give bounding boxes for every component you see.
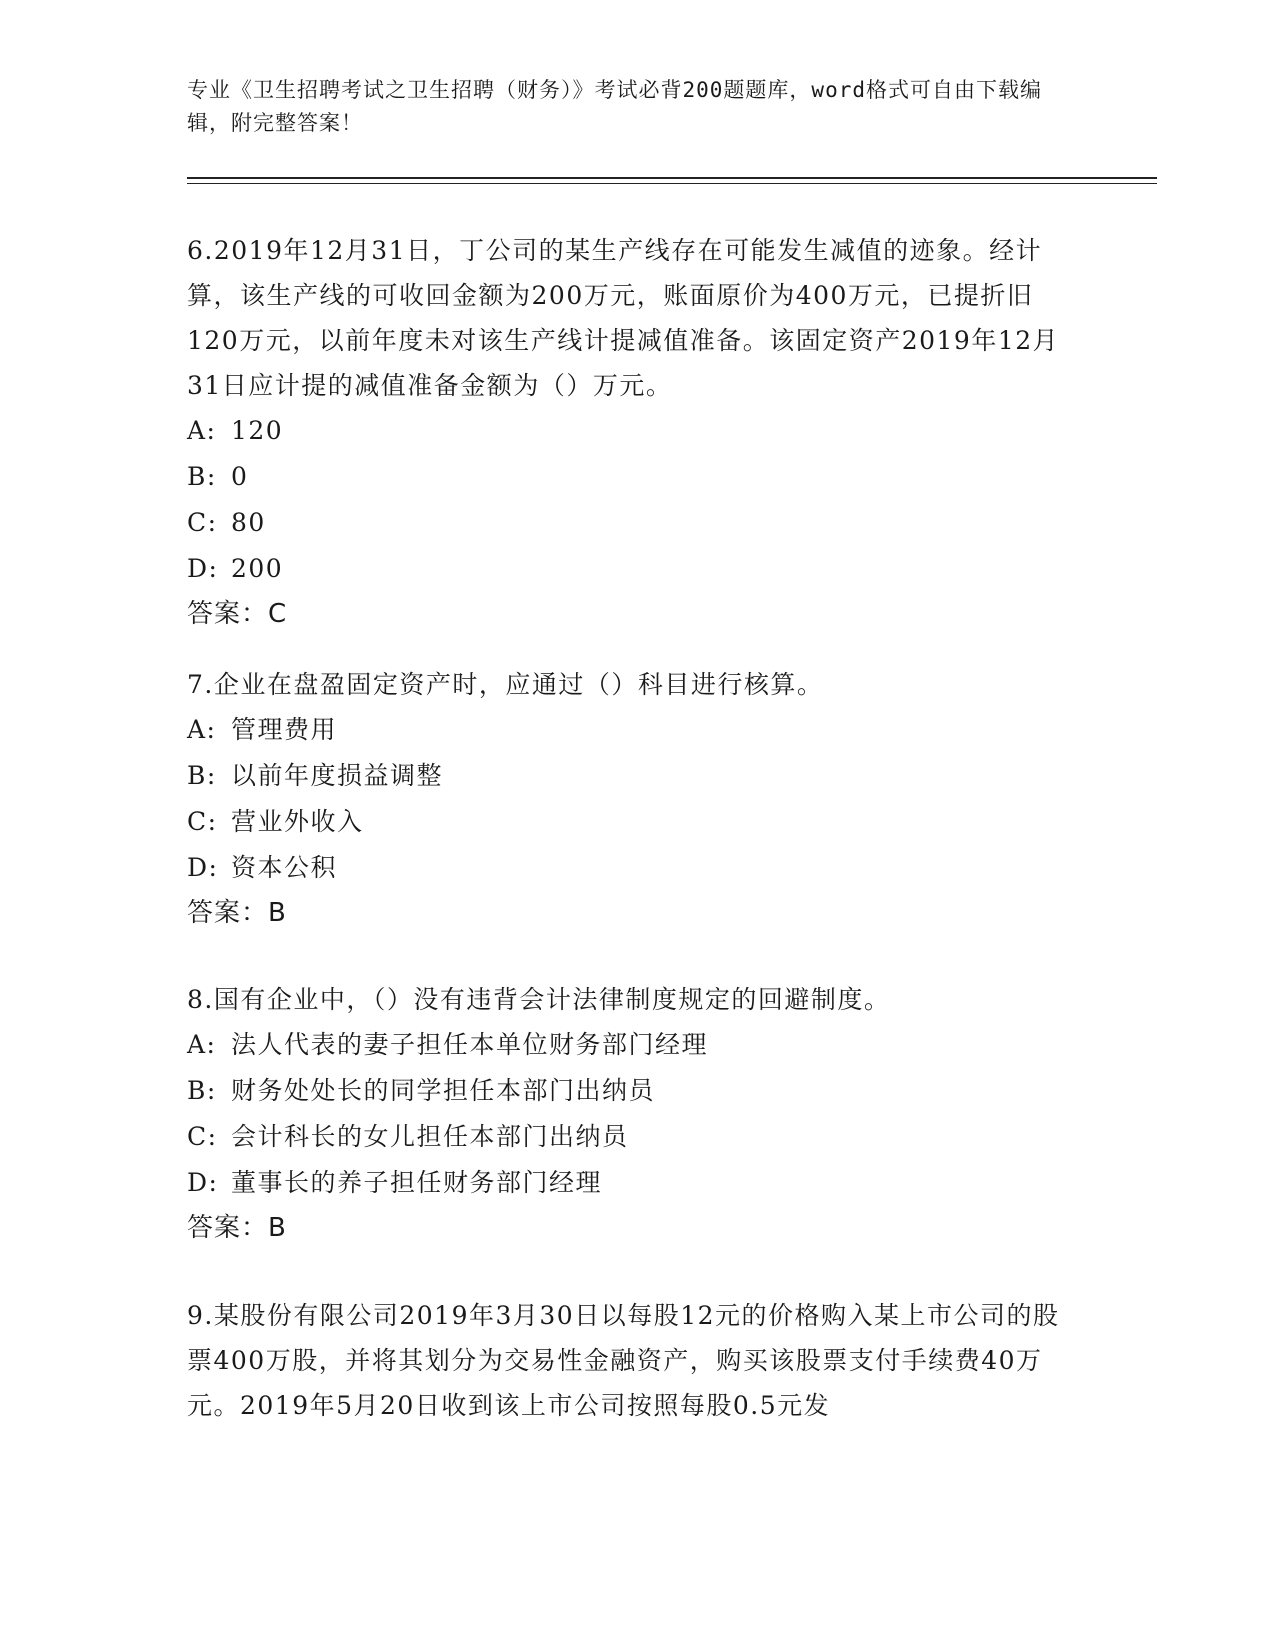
option-text: 法人代表的妻子担任本单位财务部门经理 <box>231 1030 709 1059</box>
answer-line: 答案：B <box>187 898 287 928</box>
question-6 <box>187 228 1077 638</box>
header-divider-thick <box>187 177 1157 179</box>
answer-line: 答案：C <box>187 599 288 629</box>
option-d <box>187 845 1077 891</box>
option-key: C: <box>187 807 218 836</box>
option-a <box>187 1022 1077 1068</box>
option-key: D: <box>187 1168 219 1197</box>
header-divider-thin <box>187 183 1157 184</box>
option-text: 财务处处长的同学担任本部门出纳员 <box>231 1076 656 1105</box>
option-a <box>187 408 1077 454</box>
option-c <box>187 799 1077 845</box>
question-stem: 6.2019年12月31日，丁公司的某生产线存在可能发生减值的迹象。经计算，该生产线的可收回金额为200万元，账面原价为400万元，已提折旧120万元，以前年度未对该生产线计提减值准备。该固定资产2019年12月31日应计提的减值准备金额为（）万元。 <box>187 236 1060 400</box>
option-b <box>187 1068 1077 1114</box>
option-key: A: <box>187 1030 217 1059</box>
option-text: 200 <box>231 554 284 583</box>
question-7 <box>187 662 1077 937</box>
option-key: B: <box>187 761 217 790</box>
option-text: 会计科长的女儿担任本部门出纳员 <box>231 1122 629 1151</box>
question-stem: 8.国有企业中，（）没有违背会计法律制度规定的回避制度。 <box>187 985 891 1014</box>
option-key: D: <box>187 853 219 882</box>
option-text: 120 <box>231 416 284 445</box>
question-8 <box>187 977 1077 1252</box>
option-key: C: <box>187 1122 218 1151</box>
question-stem: 7.企业在盘盈固定资产时，应通过（）科目进行核算。 <box>187 670 824 699</box>
document-header: 专业《卫生招聘考试之卫生招聘（财务）》考试必背200题题库，word格式可自由下载编辑，附完整答案！ <box>187 78 1042 135</box>
option-a <box>187 707 1077 753</box>
option-text: 以前年度损益调整 <box>231 761 444 790</box>
option-key: A: <box>187 715 217 744</box>
option-text: 董事长的养子担任财务部门经理 <box>231 1168 603 1197</box>
option-b <box>187 454 1077 500</box>
option-key: D: <box>187 554 219 583</box>
option-key: B: <box>187 462 217 491</box>
question-stem: 9.某股份有限公司2019年3月30日以每股12元的价格购入某上市公司的股票400万股，并将其划分为交易性金融资产，购买该股票支付手续费40万元。2019年5月20日收到该上市公司按照每股0.5元发 <box>187 1301 1060 1420</box>
option-text: 营业外收入 <box>231 807 364 836</box>
option-text: 80 <box>231 508 266 537</box>
option-d <box>187 546 1077 592</box>
answer-line: 答案：B <box>187 1213 287 1243</box>
option-d <box>187 1160 1077 1206</box>
option-text: 资本公积 <box>231 853 338 882</box>
question-9 <box>187 1293 1077 1428</box>
option-text: 管理费用 <box>231 715 338 744</box>
option-b <box>187 753 1077 799</box>
option-c <box>187 500 1077 546</box>
option-key: C: <box>187 508 218 537</box>
option-key: A: <box>187 416 217 445</box>
option-text: 0 <box>231 462 249 491</box>
option-c <box>187 1114 1077 1160</box>
option-key: B: <box>187 1076 217 1105</box>
